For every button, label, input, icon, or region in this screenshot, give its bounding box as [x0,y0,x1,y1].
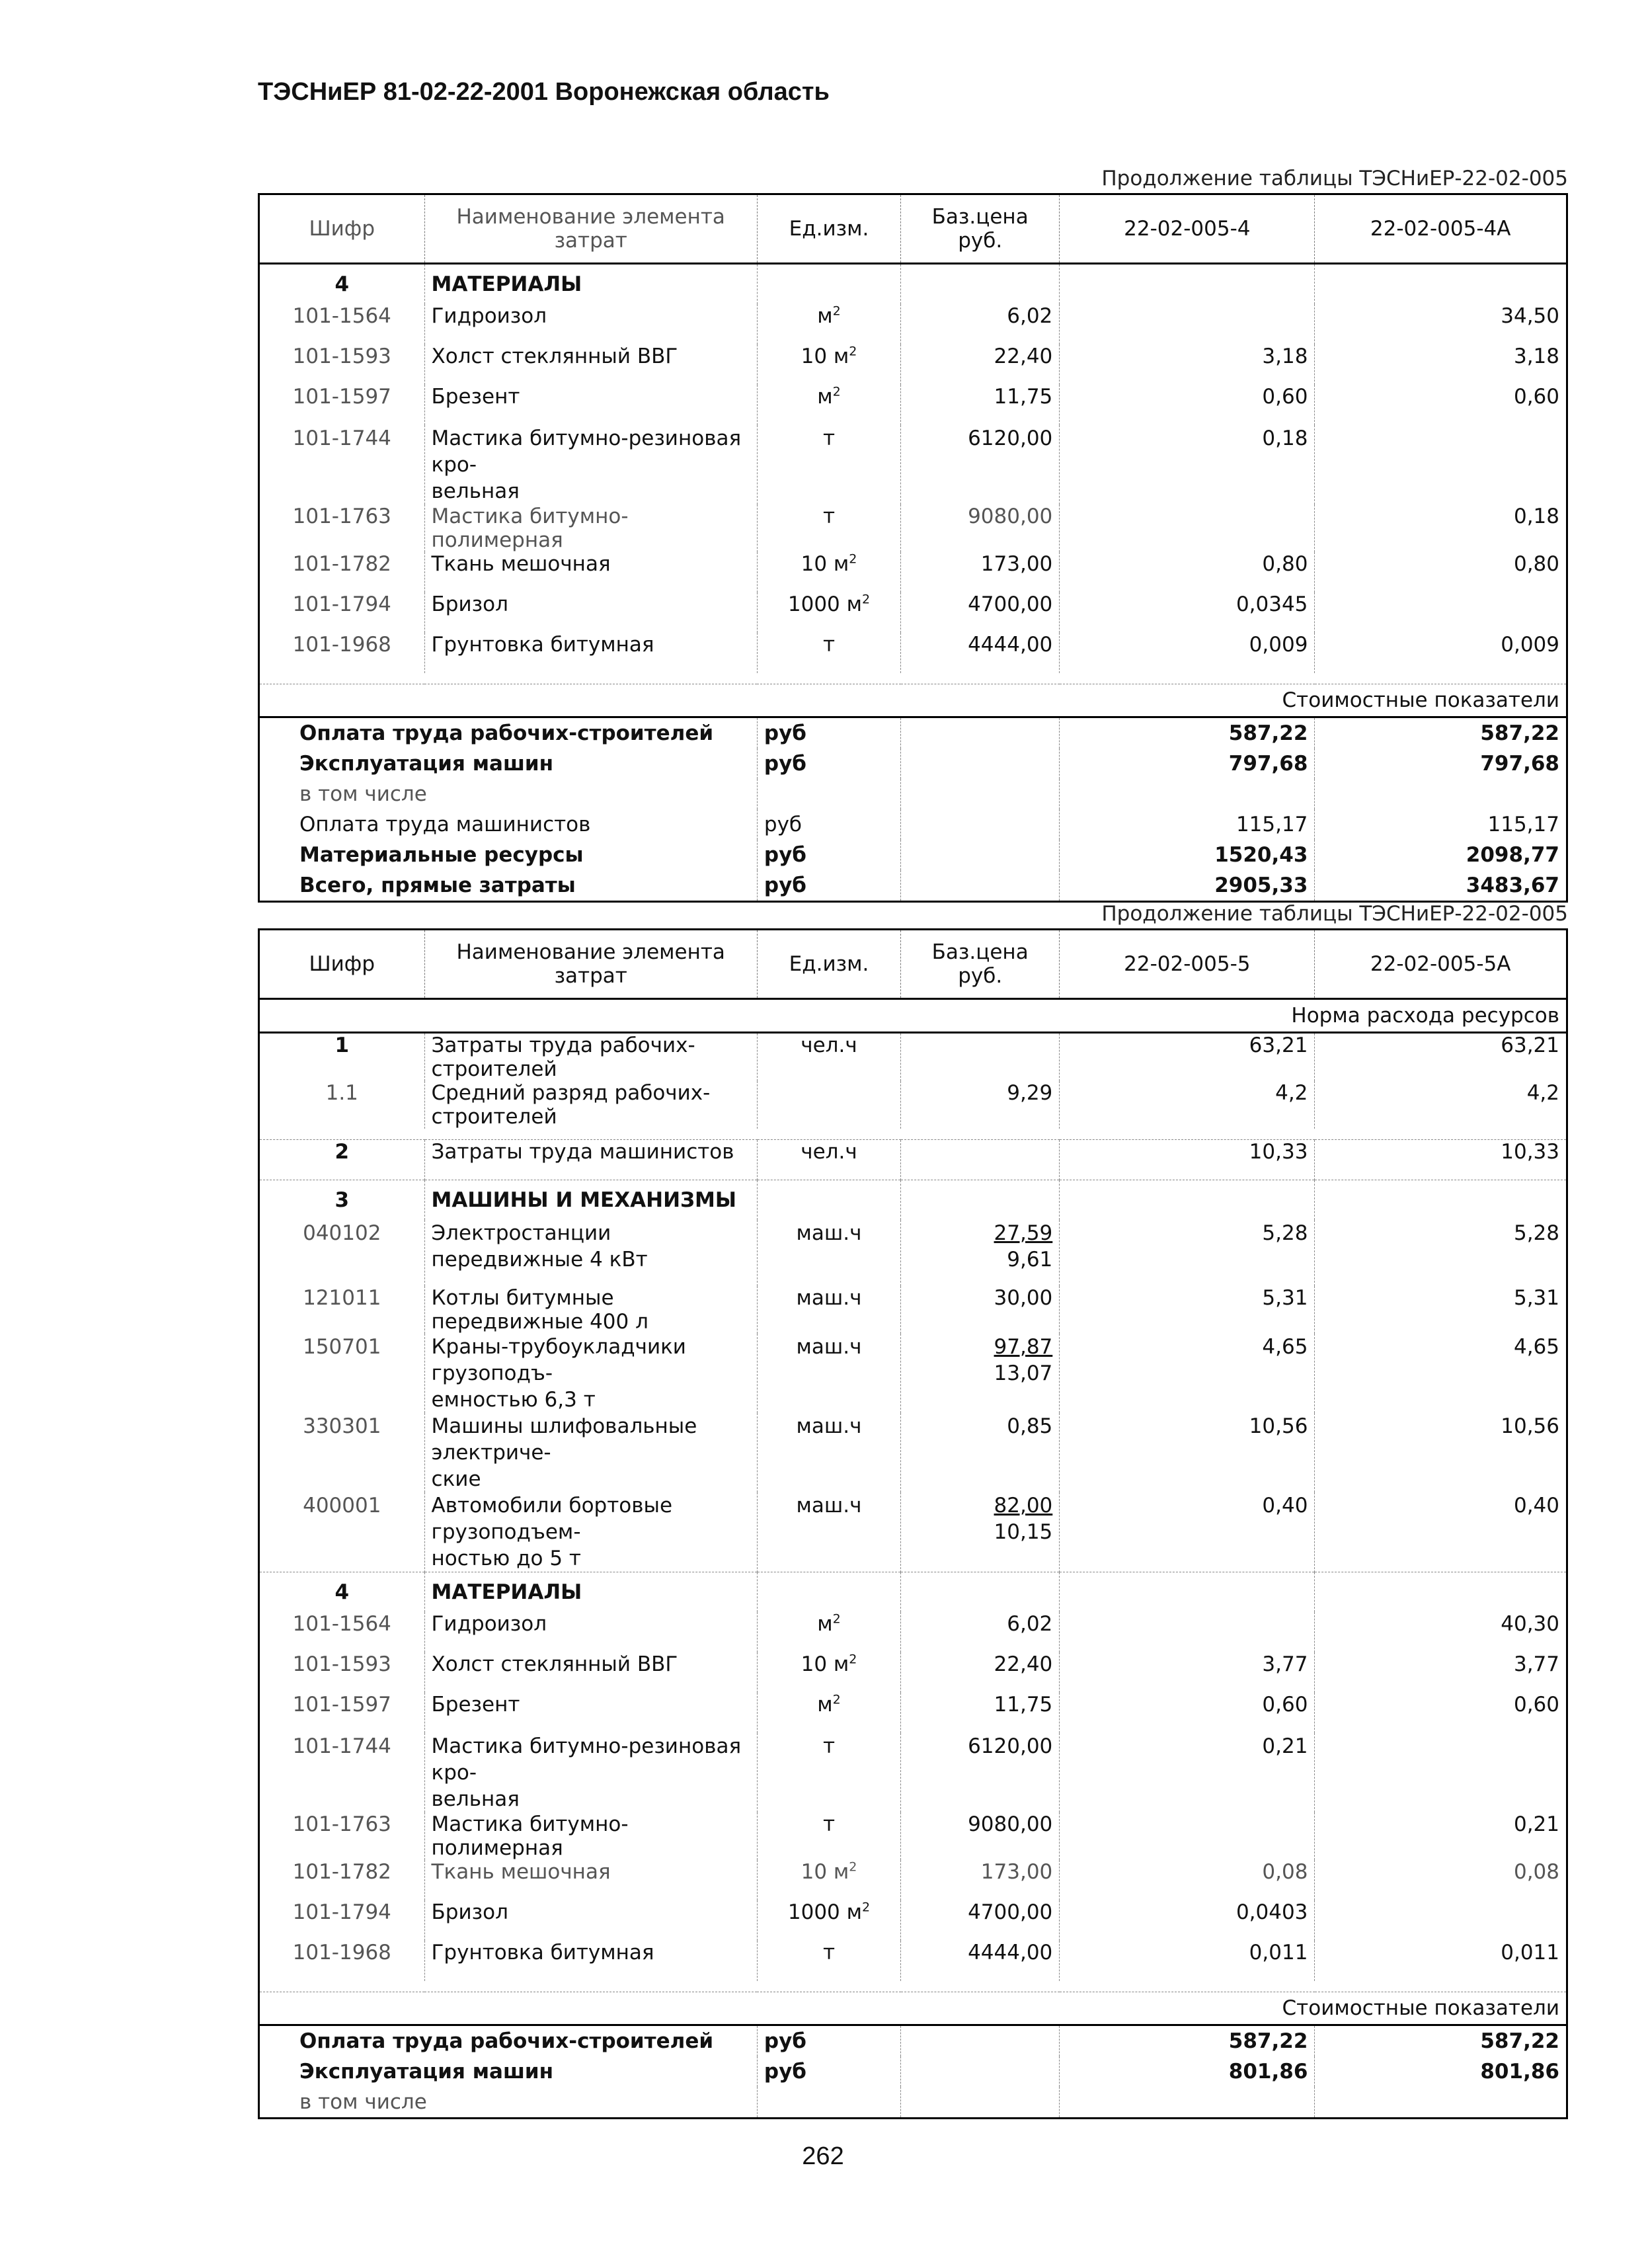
row-value-2: 10,33 [1315,1140,1567,1180]
row-price: 22,40 [901,344,1060,385]
table-row [259,592,1567,633]
row-name: Брезент [424,1693,757,1733]
cost-unit: руб [757,749,900,779]
row-name: Электростанции передвижные 4 кВт [424,1220,757,1286]
row-value-2: 0,80 [1315,552,1567,592]
row-value-2: 10,56 [1315,1413,1567,1492]
row-value-1: 10,33 [1060,1140,1315,1180]
section-row [259,264,1567,305]
table-row [259,1733,1567,1812]
row-price: 6,02 [901,304,1060,344]
row-code: 101-1564 [259,304,425,344]
cost-value-1: 2905,33 [1060,870,1315,902]
section-number: 4 [259,1572,425,1613]
row-code: 101-1763 [259,505,425,552]
row-value-1 [1060,304,1315,344]
row-value-2: 34,50 [1315,304,1567,344]
table2-caption: Продолжение таблицы ТЭСНиЕР-22-02-005 [1101,902,1568,926]
row-code: 2 [259,1140,425,1180]
row-value-1: 5,31 [1060,1286,1315,1334]
cost-unit: руб [757,809,900,840]
document-title: ТЭСНиЕР 81-02-22-2001 Воронежская область [258,78,830,106]
cost-value-2: 587,22 [1315,2025,1567,2057]
row-unit: $м^2$ [757,385,900,425]
row-code: 1.1 [259,1081,425,1129]
table-row [259,505,1567,552]
row-price: 6120,00 [901,425,1060,505]
row-value-2: 40,30 [1315,1612,1567,1652]
row-unit: т [757,633,900,673]
row-code: 101-1968 [259,633,425,673]
row-value-2: 0,08 [1315,1860,1567,1900]
row-code: 101-1564 [259,1612,425,1652]
row-unit: 10 $м^2$ [757,1860,900,1900]
row-value-1: 5,28 [1060,1220,1315,1286]
cost-row [259,717,1567,749]
row-value-1: 0,08 [1060,1860,1315,1900]
table-row [259,633,1567,673]
row-value-2: 4,2 [1315,1081,1567,1129]
cost-value-2: 3483,67 [1315,870,1567,902]
row-name: Гидроизол [424,304,757,344]
row-value-2: 0,60 [1315,385,1567,425]
row-value-1: 4,65 [1060,1334,1315,1413]
row-value-2: 63,21 [1315,1033,1567,1082]
row-unit: т [757,1733,900,1812]
header-name: Наименование элемента затрат [424,194,757,264]
cost-value-1: 801,86 [1060,2056,1315,2087]
row-price: 6120,00 [901,1733,1060,1812]
header-price [901,930,1060,999]
cost-row [259,749,1567,779]
row-value-2 [1315,425,1567,505]
cost-unit: руб [757,2025,900,2057]
header-col1: 22-02-005-4 [1060,194,1315,264]
row-unit: маш.ч [757,1220,900,1286]
row-code: 101-1782 [259,552,425,592]
cost-value-2: 587,22 [1315,717,1567,749]
cost-unit: руб [757,717,900,749]
row-value-1: 0,60 [1060,385,1315,425]
section-title: МАТЕРИАЛЫ [424,264,757,305]
section-row [259,1572,1567,1613]
row-code: 121011 [259,1286,425,1334]
row-value-1: 0,21 [1060,1733,1315,1812]
header-col2: 22-02-005-5А [1315,930,1567,999]
cost-value-1: 587,22 [1060,717,1315,749]
row-code: 400001 [259,1492,425,1572]
row-price: 4700,00 [901,592,1060,633]
table2-header-row [259,930,1567,999]
row-value-1 [1060,1812,1315,1860]
cost-header: Стоимостные показатели [259,1992,1567,2025]
cost-label: Всего, прямые затраты [259,870,758,902]
cost-row [259,2087,1567,2119]
row-price: 4444,00 [901,633,1060,673]
row-price: 97,87 13,07 [901,1334,1060,1413]
row-value-1: 0,60 [1060,1693,1315,1733]
row-code: 101-1782 [259,1860,425,1900]
cost-value-1: 587,22 [1060,2025,1315,2057]
header-price-line2: руб. [958,229,1003,253]
row-unit: т [757,505,900,552]
row-price: 11,75 [901,385,1060,425]
table-row [259,1941,1567,1981]
row-name: Холст стеклянный ВВГ [424,344,757,385]
row-name: Затраты труда машинистов [424,1140,757,1180]
row-value-2: 0,60 [1315,1693,1567,1733]
cost-value-2: 797,68 [1315,749,1567,779]
header-price-line2: руб. [958,964,1003,988]
row-value-2: 0,009 [1315,633,1567,673]
row-value-1: 4,2 [1060,1081,1315,1129]
header-name: Наименование элемента затрат [424,930,757,999]
row-name: Мастика битумно-полимерная [424,1812,757,1860]
row-price: 0,85 [901,1413,1060,1492]
cost-row [259,870,1567,902]
cost-unit: руб [757,870,900,902]
row-name: Мастика битумно-резиновая кро- вельная [424,1733,757,1812]
row-unit: $м^2$ [757,304,900,344]
row-name: Автомобили бортовые грузоподъем- ностью до 5 т [424,1492,757,1572]
row-value-2: 5,31 [1315,1286,1567,1334]
row-value-1: 0,80 [1060,552,1315,592]
row-unit: $м^2$ [757,1693,900,1733]
cost-label: Оплата труда рабочих-строителей [259,717,758,749]
cost-row [259,2056,1567,2087]
row-value-1: 10,56 [1060,1413,1315,1492]
cost-incl-label: в том числе [259,779,758,809]
table-row [259,1693,1567,1733]
cost-incl-label: в том числе [259,2087,758,2119]
row-price: 22,40 [901,1652,1060,1693]
row-code: 101-1744 [259,1733,425,1812]
cost-label: Эксплуатация машин [259,2056,758,2087]
row-code: 101-1744 [259,425,425,505]
row-value-1: 0,011 [1060,1941,1315,1981]
row-name: Мастика битумно-резиновая кро- вельная [424,425,757,505]
row-price: 9,29 [901,1081,1060,1129]
row-value-2: 0,40 [1315,1492,1567,1572]
row-value-2: 0,21 [1315,1812,1567,1860]
cost-value-2: 115,17 [1315,809,1567,840]
table-row [259,1900,1567,1941]
table-row [259,1812,1567,1860]
table-row [259,304,1567,344]
row-name: Машины шлифовальные электриче- ские [424,1413,757,1492]
cost-value-1: 797,68 [1060,749,1315,779]
row-value-2 [1315,1900,1567,1941]
cost-value-1: 1520,43 [1060,840,1315,870]
row-code: 150701 [259,1334,425,1413]
row-code: 101-1593 [259,344,425,385]
row-value-2: 5,28 [1315,1220,1567,1286]
row-name: Холст стеклянный ВВГ [424,1652,757,1693]
cost-row [259,779,1567,809]
row-value-2: 3,18 [1315,344,1567,385]
header-col2: 22-02-005-4А [1315,194,1567,264]
row-price: 9080,00 [901,1812,1060,1860]
row-unit: $м^2$ [757,1612,900,1652]
row-price: 30,00 [901,1286,1060,1334]
section-number: 3 [259,1180,425,1221]
row-value-2: 3,77 [1315,1652,1567,1693]
row-unit: чел.ч [757,1033,900,1082]
row-name: Брезент [424,385,757,425]
row-name: Грунтовка битумная [424,1941,757,1981]
table1 [258,193,1568,903]
row-value-1 [1060,1612,1315,1652]
section-title: МАТЕРИАЛЫ [424,1572,757,1613]
row-unit: 1000 $м^2$ [757,1900,900,1941]
row-price: 4444,00 [901,1941,1060,1981]
table1-caption: Продолжение таблицы ТЭСНиЕР-22-02-005 [1101,167,1568,190]
row-price: 11,75 [901,1693,1060,1733]
table-row [259,1413,1567,1492]
cost-label: Материальные ресурсы [259,840,758,870]
row-price: 6,02 [901,1612,1060,1652]
row-name: Ткань мешочная [424,1860,757,1900]
row-name: Грунтовка битумная [424,633,757,673]
row-unit: маш.ч [757,1334,900,1413]
row-value-1: 3,18 [1060,344,1315,385]
cost-unit: руб [757,2056,900,2087]
row-code: 101-1597 [259,1693,425,1733]
row-unit: маш.ч [757,1492,900,1572]
cost-unit: руб [757,840,900,870]
table-row [259,1860,1567,1900]
header-price-line1: Баз.цена [931,940,1029,964]
row-price: 82,00 10,15 [901,1492,1060,1572]
row-value-1: 63,21 [1060,1033,1315,1082]
row-value-1: 0,0345 [1060,592,1315,633]
row-unit: 10 $м^2$ [757,344,900,385]
row-unit: т [757,1941,900,1981]
cost-header-row [259,684,1567,717]
row-unit: чел.ч [757,1140,900,1180]
table1-header-row [259,194,1567,264]
norm-header: Норма расхода ресурсов [259,999,1567,1033]
row-code: 101-1763 [259,1812,425,1860]
cost-label: Оплата труда машинистов [259,809,758,840]
header-code: Шифр [259,194,425,264]
page-number: 262 [802,2142,844,2170]
table-row [259,1033,1567,1082]
header-price [901,194,1060,264]
cost-header: Стоимостные показатели [259,684,1567,717]
row-value-2: 0,011 [1315,1941,1567,1981]
row-unit: маш.ч [757,1286,900,1334]
row-value-2: 0,18 [1315,505,1567,552]
header-col1: 22-02-005-5 [1060,930,1315,999]
cost-header-row [259,1992,1567,2025]
table-row [259,1286,1567,1334]
norm-header-row [259,999,1567,1033]
row-unit: т [757,425,900,505]
table2 [258,928,1568,2119]
section-title: МАШИНЫ И МЕХАНИЗМЫ [424,1180,757,1221]
table-row [259,1334,1567,1413]
section-row [259,1180,1567,1221]
row-value-1: 0,18 [1060,425,1315,505]
table-row [259,385,1567,425]
row-price: 9080,00 [901,505,1060,552]
row-name: Бризол [424,592,757,633]
table-row [259,1140,1567,1180]
table-row [259,1652,1567,1693]
row-name: Ткань мешочная [424,552,757,592]
cost-value-2: 801,86 [1315,2056,1567,2087]
header-price-line1: Баз.цена [931,205,1029,229]
row-price: 173,00 [901,1860,1060,1900]
table-row [259,1492,1567,1572]
cost-label: Эксплуатация машин [259,749,758,779]
row-value-1: 0,40 [1060,1492,1315,1572]
row-code: 1 [259,1033,425,1082]
cost-value-1: 115,17 [1060,809,1315,840]
row-price: 173,00 [901,552,1060,592]
row-name: Котлы битумные передвижные 400 л [424,1286,757,1334]
row-value-1: 0,009 [1060,633,1315,673]
row-value-1: 3,77 [1060,1652,1315,1693]
row-unit: 1000 $м^2$ [757,592,900,633]
cost-label: Оплата труда рабочих-строителей [259,2025,758,2057]
header-unit: Ед.изм. [757,194,900,264]
row-name: Краны-трубоукладчики грузоподъ- емностью 6,3 т [424,1334,757,1413]
row-unit: маш.ч [757,1413,900,1492]
row-name: Мастика битумно-полимерная [424,505,757,552]
row-code: 101-1597 [259,385,425,425]
row-price: 27,59 9,61 [901,1220,1060,1286]
row-code: 040102 [259,1220,425,1286]
row-code: 101-1593 [259,1652,425,1693]
row-name: Гидроизол [424,1612,757,1652]
table-row [259,425,1567,505]
row-code: 330301 [259,1413,425,1492]
cost-row [259,809,1567,840]
header-code: Шифр [259,930,425,999]
row-value-1 [1060,505,1315,552]
table-row [259,1081,1567,1129]
row-code: 101-1794 [259,1900,425,1941]
row-value-2 [1315,1733,1567,1812]
row-code: 101-1968 [259,1941,425,1981]
table-row [259,1220,1567,1286]
row-unit: 10 $м^2$ [757,552,900,592]
row-unit: 10 $м^2$ [757,1652,900,1693]
row-price: 4700,00 [901,1900,1060,1941]
row-code: 101-1794 [259,592,425,633]
section-number: 4 [259,264,425,305]
row-value-2 [1315,592,1567,633]
row-name: Средний разряд рабочих-строителей [424,1081,757,1129]
row-name: Затраты труда рабочих-строителей [424,1033,757,1082]
row-value-1: 0,0403 [1060,1900,1315,1941]
row-name: Бризол [424,1900,757,1941]
cost-row [259,840,1567,870]
header-unit: Ед.изм. [757,930,900,999]
table-row [259,1612,1567,1652]
cost-row [259,2025,1567,2057]
row-value-2: 4,65 [1315,1334,1567,1413]
cost-value-2: 2098,77 [1315,840,1567,870]
row-unit: т [757,1812,900,1860]
table-row [259,552,1567,592]
table-row [259,344,1567,385]
